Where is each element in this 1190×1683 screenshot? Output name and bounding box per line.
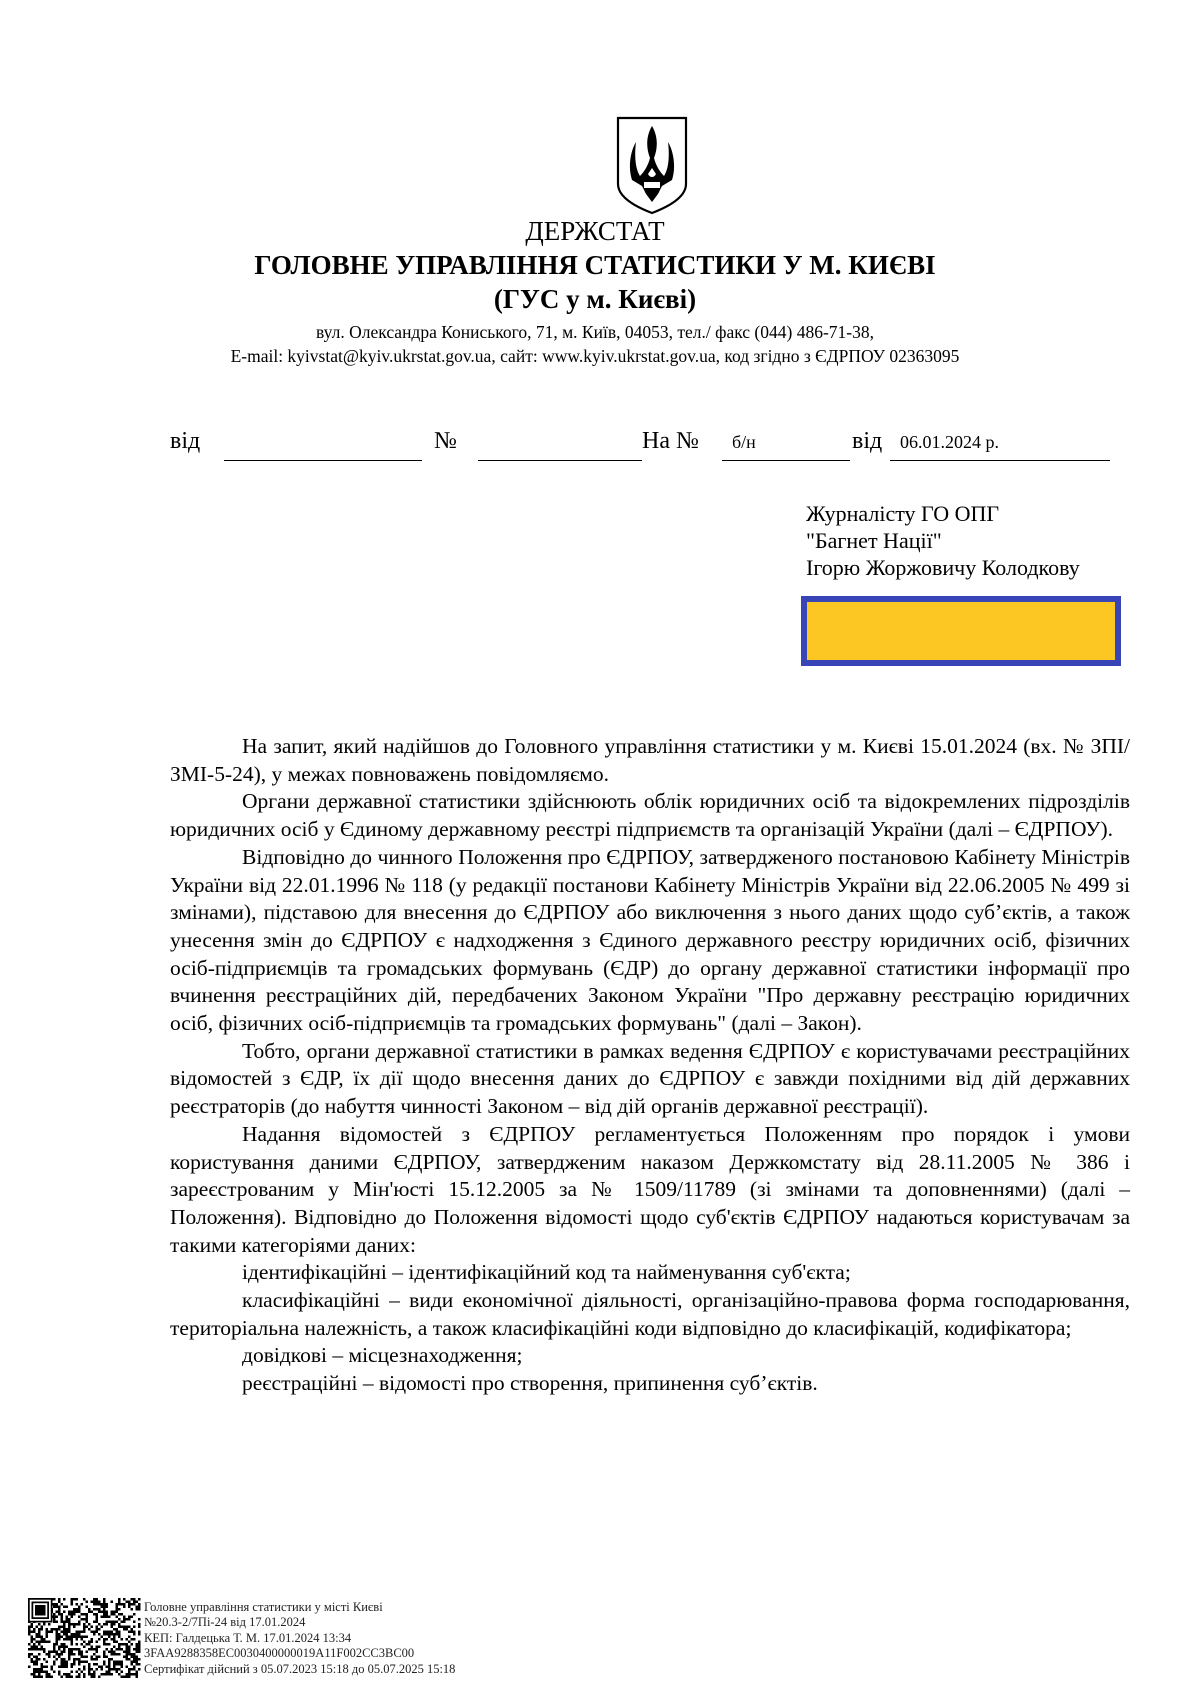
list-item: реєстраційні – відомості про створення, припинення суб’єктів. [242,1371,818,1396]
paragraph: Органи державної статистики здійснюють облік юридичних осіб та відокремлених підрозділів юридичних осіб у Єдиному державному реєстрі підприємств та організацій України (далі – ЄДРПОУ). [170,789,1130,842]
reply-label: На № [642,428,699,454]
list-item: довідкові – місцезнаходження; [242,1343,523,1368]
organization-name: ГОЛОВНЕ УПРАВЛІННЯ СТАТИСТИКИ У М. КИЄВІ [254,250,936,280]
paragraph: На запит, який надійшов до Головного управління статистики у м. Києві 15.01.2024 (вх. № ЗПІ/ЗМІ-5-24), у межах повноважень повідомляємо. [170,734,1130,786]
stamp-line: 3FAA9288358EC0030400000019A11F002CC3BC00 [144,1646,415,1661]
number-field-line [478,460,642,461]
digital-signature-stamp [144,1600,455,1677]
recipient-block [806,500,1080,581]
reply-number-line [722,460,850,461]
agency-name: ДЕРЖСТАТ [525,216,665,246]
paragraph: Відповідно до чинного Положення про ЄДРПОУ, затвердженого постановою Кабінету Міністрів України від 22.01.1996 № 118 (у редакції постанови Кабінету Міністрів України від 22.06.2005 № 499 зі змінами), підставою для внесення до ЄДРПОУ або виключення з нього даних щодо суб’єктів, а також унесення змін до ЄДРПОУ є надходження з Єдиного державного реєстру юридичних осіб, фізичних осіб-підприємців та громадських формувань (ЄДР) до органу державної статистики інформації про вчинення реєстраційних дій, передбачених Законом України "Про державну реєстрацію юридичних осіб, фізичних осіб-підприємців та громадських формувань" (далі – Закон). [170,844,1130,1036]
reference-line [0,428,1190,468]
letter-body [170,733,1130,1398]
reply-number: б/н [732,432,756,452]
reply-date-label: від [852,428,883,454]
list-item: ідентифікаційні – ідентифікаційний код та найменування суб'єкта; [242,1260,851,1285]
number-label: № [434,428,457,454]
stamp-line: №20.3-2/7Пі-24 від 17.01.2024 [144,1615,306,1630]
date-field-line [224,460,422,461]
contact-line: E-mail: kyivstat@kyiv.ukrstat.gov.ua, сайт: www.kyiv.ukrstat.gov.ua, код згідно з ЄДРПОУ 02363095 [230,346,960,366]
recipient-line: Журналісту ГО ОПГ [806,501,1000,526]
stamp-line: КЕП: Галдецька Т. М. 17.01.2024 13:34 [144,1630,352,1645]
reply-date: 06.01.2024 р. [900,432,999,452]
from-label: від [170,428,201,454]
reply-date-line [890,460,1110,461]
stamp-line: Головне управління статистики у місті Києві [144,1600,383,1614]
recipient-line: "Багнет Нації" [806,528,942,553]
recipient-line: Ігорю Жоржовичу Колодкову [806,555,1080,580]
redacted-address-box [801,596,1121,666]
stamp-line: Сертифікат дійсний з 05.07.2023 15:18 до 05.07.2025 15:18 [144,1661,456,1676]
coat-of-arms-icon [614,114,690,216]
paragraph: Тобто, органи державної статистики в рамках ведення ЄДРПОУ є користувачами реєстраційних відомостей з ЄДР, їх дії щодо внесення даних до ЄДРПОУ є завжди похідними від дій державних реєстраторів (до набуття чинності Законом – від дій органів державної реєстрації). [170,1038,1130,1119]
paragraph: Надання відомостей з ЄДРПОУ регламентується Положенням про порядок і умови користування даними ЄДРПОУ, затвердженим наказом Держкомстату від 28.11.2005 № 386 і зареєстрованим у Мін'юсті 15.12.2005 за № 1509/11789 (зі змінами та доповненнями) (далі – Положення). Відповідно до Положення відомості щодо суб'єктів ЄДРПОУ надаються користувачам за такими категоріями даних: [170,1121,1130,1257]
qr-code [28,1598,142,1678]
list-item: класифікаційні – види економічної діяльності, організаційно-правова форма господарювання, територіальна належність, а також класифікаційні коди відповідно до класифікацій, кодифікатора; [170,1288,1130,1340]
organization-abbreviation: (ГУС у м. Києві) [493,284,697,314]
address-line: вул. Олександра Кониського, 71, м. Київ, 04053, тел./ факс (044) 486-71-38, [315,322,874,342]
